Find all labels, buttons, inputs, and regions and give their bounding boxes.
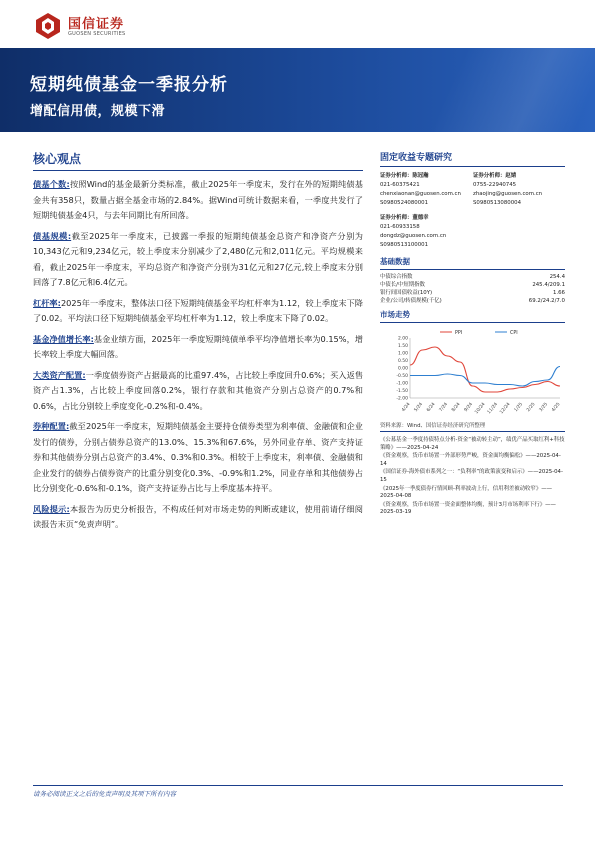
y-tick-label: 1.50 bbox=[397, 344, 408, 349]
related-report-item: 《资金观察，货币市场置一外部形势严峻，资金面均衡偏松》——2025-04-14 bbox=[380, 453, 561, 467]
related-report-item: 《公募基金一季度持债特点分析-资金“被动转主动”，绩优产品买取红利+科技策略》——2025-04-24 bbox=[380, 437, 565, 451]
x-tick-label: 5/24 bbox=[413, 402, 425, 414]
market-trend-chart-svg bbox=[380, 326, 565, 418]
paragraph-risk-warning: 风险提示:本报告为历史分析报告，不构成任何对市场走势的判断或建议，使用前请仔细阅读报告末页“免责声明”。 bbox=[33, 503, 363, 529]
y-tick-label: 1.00 bbox=[397, 351, 408, 357]
guosen-logo-icon bbox=[34, 12, 62, 40]
x-tick-label: 4/25 bbox=[551, 402, 562, 414]
basic-data-row: 企业/公司/转债规模(千亿) 69.2/24.2/7.0 bbox=[380, 298, 565, 304]
paragraph-nav-growth: 基金净值增长率:基金业绩方面，2025年一季度短期纯债单季平均净值增长率为0.15%，增长率较上季度大幅回落。 bbox=[33, 333, 363, 359]
title-banner bbox=[0, 48, 595, 132]
x-tick-label: 4/24 bbox=[401, 402, 412, 414]
basic-data-row: 银行间国债收益(10Y) 1.66 bbox=[380, 290, 565, 296]
analyst-card: 证券分析师：陈冠瀚 021-60375421 chenxiaonan@guosen.com.cn S0980524080001 bbox=[380, 173, 461, 206]
chart-source: 资料来源：Wind、国信证券经济研究所整理 bbox=[380, 421, 565, 432]
analyst-card: 证券分析师：赵婧 0755-22940745 zhaojing@guosen.com.cn S0980513080004 bbox=[473, 173, 543, 206]
basic-data-row: 中债综合指数 254.4 bbox=[380, 274, 565, 280]
report-type-heading: 固定收益专题研究 bbox=[380, 150, 565, 167]
sidebar-column bbox=[380, 150, 565, 518]
paragraph-leverage: 杠杆率:2025年一季度末，整体法口径下短期纯债基金平均杠杆率为1.12，较上季度末下降了0.02。平均法口径下短期纯债基金平均杠杆率为1.12，较上季度末下降了0.02。 bbox=[33, 297, 363, 323]
market-trend-heading: 市场走势 bbox=[380, 309, 565, 323]
analyst-card: 证券分析师：董德幸 021-60933158 dongdz@guosen.com.cn S0980513100001 bbox=[380, 215, 447, 248]
legend-label-ppi: PPI bbox=[455, 330, 463, 336]
y-tick-label: 2.00 bbox=[397, 336, 408, 342]
paragraph-asset-allocation: 大类资产配置:一季度债券资产占据最高的比重97.4%，占比较上季度回升0.6%；买入返售资产占1.3%，占比较上季度回落0.2%，银行存款和其他资产分别占总资产的0.7%和0.6%，占比分别较上季度变化-0.2%和-0.4%。 bbox=[33, 369, 364, 411]
series-line-ppi bbox=[410, 347, 560, 392]
related-report-item: 《国信证券-海外债市系列之一：“负利率”的政策演变和启示》——2025-04-15 bbox=[380, 469, 563, 483]
y-tick-label: -1.50 bbox=[396, 389, 408, 394]
y-tick-label: -1.00 bbox=[396, 381, 408, 387]
report-subtitle: 增配信用债，规模下滑 bbox=[30, 104, 166, 119]
x-tick-label: 9/24 bbox=[463, 402, 475, 414]
y-tick-label: 0.50 bbox=[397, 359, 408, 364]
company-logo bbox=[34, 10, 142, 46]
x-tick-label: 8/24 bbox=[451, 402, 462, 414]
x-tick-label: 7/24 bbox=[438, 402, 450, 414]
x-tick-label: 1/25 bbox=[513, 402, 525, 414]
x-tick-label: 10/24 bbox=[474, 402, 487, 416]
x-tick-label: 12/24 bbox=[499, 402, 512, 416]
footer-divider bbox=[33, 785, 563, 786]
y-tick-label: -2.00 bbox=[396, 396, 408, 402]
basic-data-row: 中债长/中短期指数 245.4/209.1 bbox=[380, 282, 565, 288]
core-views-column bbox=[33, 150, 363, 538]
series-line-cpi bbox=[410, 367, 560, 387]
related-reports bbox=[380, 437, 565, 517]
logo-text-cn: 国信证券 bbox=[68, 17, 125, 32]
core-views-heading: 核心观点 bbox=[33, 150, 363, 171]
related-report-item: 《资金观察，货币市场置一资金面整体均衡，预计3月市场利率下行》——2025-03-19 bbox=[380, 501, 556, 516]
report-title: 短期纯债基金一季报分析 bbox=[30, 75, 228, 95]
x-tick-label: 11/24 bbox=[486, 402, 500, 416]
logo-text-en: GUOSEN SECURITIES bbox=[68, 31, 126, 37]
legend-label-cpi: CPI bbox=[510, 330, 518, 336]
x-tick-label: 3/25 bbox=[538, 402, 550, 414]
related-report-item: 《2025年一季度债券行情回顾-利率波动上行，信用利差被动收窄》——2025-04-08 bbox=[380, 485, 552, 500]
paragraph-bond-allocation: 券种配置:截至2025年一季度末，短期纯债基金主要持仓债券类型为利率债、金融债和企业发行的债券，分别占债券总资产的13.0%、15.3%和67.6%，另外同业存单、资产支持证券和其他债券分别占总资产的3.4%、0.3%和0.3%。相较于上季度末，利率债、金融债和企业发行的债券占债券资产的比重分别变化0.3%、-0.9%和1.2%，同业存单和其他债券占比分别变化-0.6%和-0.1%，资产支持证券占比与上季度基本持平。 bbox=[33, 421, 363, 493]
paragraph-fund-count: 债基个数:按照Wind的基金最新分类标准，截止2025年一季度末，发行在外的短期纯债基金共有358只，数量占据全基金市场的2.84%。据Wind可统计数据来看，一季度共发行了短期纯债基金4只，与去年同期比有所回落。 bbox=[33, 179, 363, 220]
banner-decoration bbox=[385, 48, 595, 132]
analyst-list bbox=[380, 172, 565, 256]
x-tick-label: 2/25 bbox=[526, 402, 537, 414]
x-tick-label: 6/24 bbox=[426, 402, 437, 414]
market-trend-chart bbox=[380, 326, 565, 418]
basic-data-heading: 基础数据 bbox=[380, 256, 565, 270]
y-tick-label: -0.50 bbox=[396, 374, 408, 379]
footer-disclaimer: 请务必阅读正文之后的免责声明及其项下所有内容 bbox=[33, 790, 176, 798]
paragraph-fund-size: 债基规模:截至2025年一季度末，已披露一季报的短期纯债基金总资产和净资产分别为10,343亿元和9,234亿元，较上季度末分别减少了2,480亿元和2,011亿元。平均规模来看，截止2025年一季度末，平均总资产和净资产分别为31亿元和27亿元,较上季度末分别回落了7.8亿元和6.4亿元。 bbox=[33, 230, 363, 287]
y-tick-label: 0.00 bbox=[397, 366, 408, 372]
